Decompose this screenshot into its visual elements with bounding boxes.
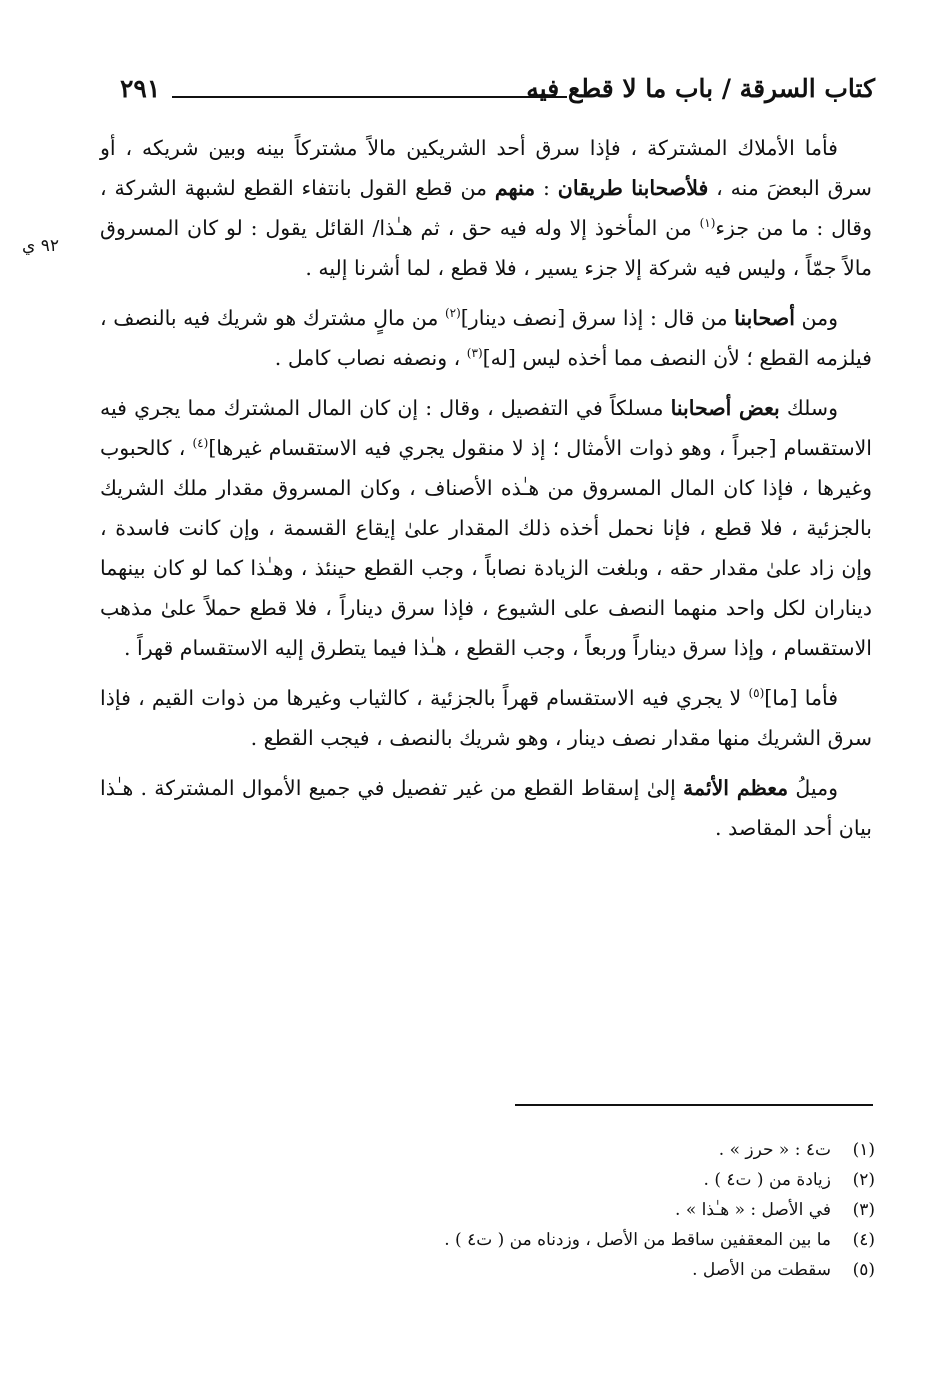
footnotes <box>100 1135 875 1285</box>
footnote <box>100 1255 875 1285</box>
footnote-rule <box>515 1104 873 1106</box>
footnote-number: (١) <box>852 1140 875 1160</box>
footnote-number: (٤) <box>852 1230 875 1250</box>
main-text <box>100 128 872 858</box>
paragraph: وسلك بعض أصحابنا مسلكاً في التفصيل ، وقال : إن كان المال المشترك مما يجري فيه الاستقسام [جبراً ، وهو ذوات الأمثال ؛ إذ لا منقول يجري فيه الاستقسام غيرها]$^{(٤)}$ ، كالحبوب وغيرها ، فإذا كان المال المسروق من هـٰذه الأصناف ، وكان المسروق مقدار ملك الشريك بالجزئية ، فلا قطع ، فإنا نحمل أخذه ذلك المقدار علىٰ إيقاع القسمة ، وإن كانت فاسدة ، وإن زاد علىٰ مقدار حقه ، وبلغت الزيادة نصاباً ، وجب القطع حينئذ ، وهـٰذا كما لو كان بينهما ديناران لكل واحد منهما النصف على الشيوع ، فإذا سرق ديناراً ، فلا قطع حملاً علىٰ مذهب الاستقسام ، وإذا سرق ديناراً وربعاً ، وجب القطع ، هـٰذا فيما يتطرق إليه الاستقسام قهراً . <box>100 396 873 660</box>
paragraph: وميلُ معظم الأئمة إلىٰ إسقاط القطع من غير تفصيل في جميع الأموال المشتركة . هـٰذا بيان أحد المقاصد . <box>100 776 872 840</box>
bold-term: منهم <box>494 176 536 200</box>
footnote-ref: (٥) <box>748 686 765 701</box>
bold-term: أصحابنا <box>734 306 795 330</box>
bold-term: فلأصحابنا طريقان <box>557 176 709 200</box>
footnote-ref: (٣) <box>466 346 483 361</box>
footnote-number: (٢) <box>852 1170 875 1190</box>
footnote-text: ما بين المعقفين ساقط من الأصل ، وزدناه من ( ت٤ ) . <box>444 1230 831 1250</box>
paragraph: ومن أصحابنا من قال : إذا سرق [نصف دينار]$^{(٢)}$ من مالٍ مشترك هو شريك فيه بالنصف ، فيلزمه القطع ؛ لأن النصف مما أخذه ليس [له]$^{(٣)}$ ، ونصفه نصاب كامل . <box>100 306 872 370</box>
header-title: كتاب السرقة / باب ما لا قطع فيه <box>526 74 875 103</box>
footnote <box>100 1195 875 1225</box>
header-rule <box>172 96 567 98</box>
bold-term: بعض أصحابنا <box>670 396 780 420</box>
footnote-ref: (٤) <box>192 436 209 451</box>
footnote-text: في الأصل : « هـٰذا » . <box>675 1200 831 1220</box>
bold-term: معظم الأئمة <box>683 776 789 800</box>
footnote-number: (٥) <box>852 1260 875 1280</box>
footnote-text: زيادة من ( ت٤ ) . <box>703 1170 831 1190</box>
footnote <box>100 1135 875 1165</box>
running-header <box>100 74 875 114</box>
paragraph: فأما [ما]$^{(٥)}$ لا يجري فيه الاستقسام قهراً بالجزئية ، كالثياب وغيرها من ذوات القيم ، فإذا سرق الشريك منها مقدار نصف دينار ، وهو شريك بالنصف ، فيجب القطع . <box>100 686 872 750</box>
footnote <box>100 1165 875 1195</box>
footnote-ref: (٢) <box>444 306 461 321</box>
manuscript-folio-note: ٩٢ ي <box>22 236 59 256</box>
paragraph: فأما الأملاك المشتركة ، فإذا سرق أحد الشريكين مالاً مشتركاً بينه وبين شريكه ، أو سرق البعضَ منه ، فلأصحابنا طريقان : منهم من قطع القول بانتفاء القطع لشبهة الشركة ، وقال : ما من جزء$^{(١)}$ من المأخوذ إلا وله فيه حق ، ثم هـٰذا/ القائل يقول : لو كان المسروق مالاً جمّاً ، وليس فيه شركة إلا جزء يسير ، فلا قطع ، لما أشرنا إليه . <box>100 136 872 280</box>
footnote-number: (٣) <box>852 1200 875 1220</box>
page-number: ٢٩١ <box>120 74 161 103</box>
footnote-text: ت٤ : « حرز » . <box>718 1140 831 1160</box>
footnote-text: سقطت من الأصل . <box>692 1260 831 1280</box>
footnote-ref: (١) <box>699 216 716 231</box>
footnote <box>100 1225 875 1255</box>
